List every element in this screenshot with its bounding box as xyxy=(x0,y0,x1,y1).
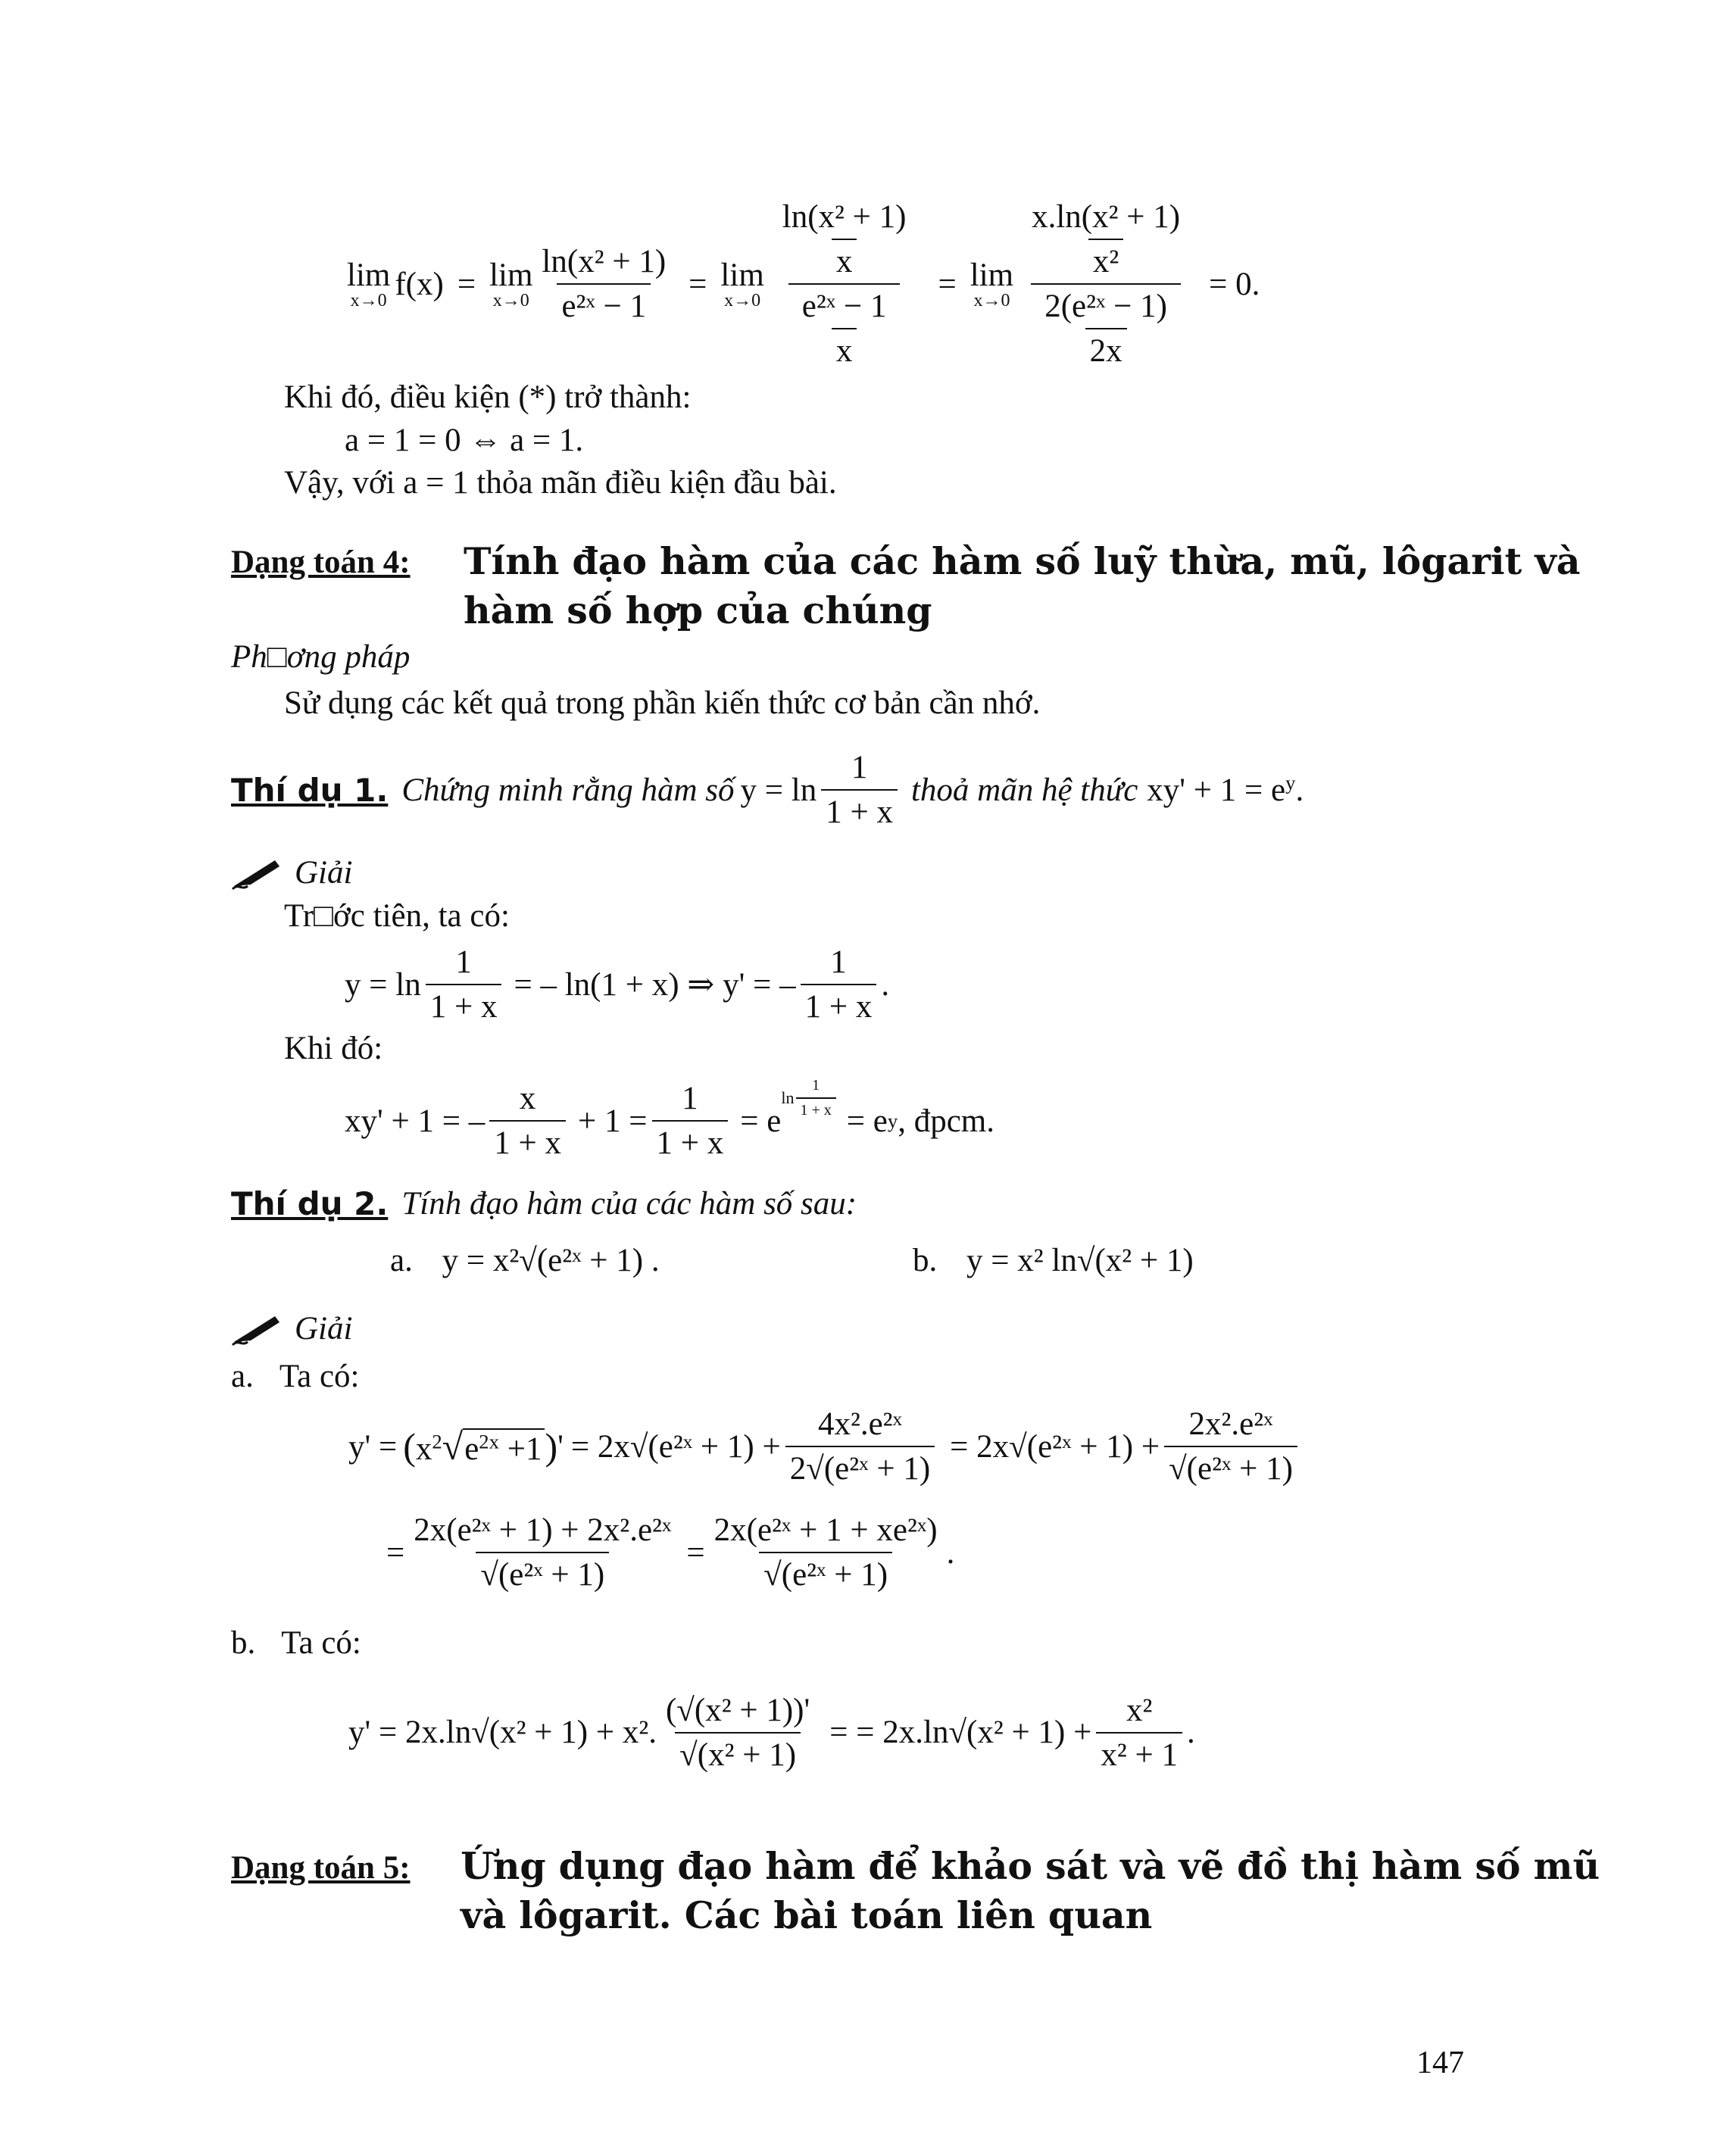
lim-operator: lim x→0 xyxy=(969,257,1014,311)
method-text: Sử dụng các kết quả trong phần kiến thức cơ bản cần nhớ. xyxy=(284,685,1041,721)
part-a-line-2: = $\frac{\text{2x(e²ˣ + 1) + 2x².e²ˣ}}{\text{√(e²ˣ + 1)}}$ = $\frac{\text{2x(e²ˣ + 1 + xe²ˣ)}}{\text{√(e²ˣ + 1)}}$ . xyxy=(386,1512,955,1593)
condition-line-2: a = 1 = 0 ⇔ a = 1. xyxy=(345,423,584,458)
part-b-intro: b. Ta có: xyxy=(231,1625,361,1661)
conclusion-line: Vậy, với a = 1 thỏa mãn điều kiện đầu bài. xyxy=(284,465,837,501)
section-4-title-line-2: hàm số hợp của chúng xyxy=(464,588,932,632)
section-4-title-line-1: Tính đạo hàm của các hàm số luỹ thừa, mũ, lôgarit và xyxy=(464,539,1581,583)
compound-fraction-3: $\frac{\frac{\text{x.ln(x² + 1)}}{\text{x²}}}{\frac{\text{2(e²ˣ − 1)}}{2x}}$ xyxy=(1032,199,1181,369)
section-4-label: Dạng toán 4: xyxy=(231,545,411,580)
example-2-part-b: b. y = x² ln√(x² + 1) xyxy=(913,1243,1194,1278)
example-2-statement: Thí dụ 2. Tính đạo hàm của các hàm số sau: xyxy=(231,1185,857,1222)
section-5-label: Dạng toán 5: xyxy=(231,1850,411,1886)
lim-operator: lim x→0 xyxy=(720,257,764,311)
compound-fraction-2: $\frac{\frac{\text{ln(x² + 1)}}{x}}{\frac{\text{e²ˣ − 1}}{x}}$ xyxy=(782,199,907,369)
fx-label: f(x) xyxy=(395,266,444,302)
part-a-line-1: y' = ( $x^2√e^{2x} +1$ ) ' = 2x√(e²ˣ + 1) + $\frac{\text{4x².e²ˣ}}{\text{2√(e²ˣ + 1)}}$ = 2x√(e²ˣ + 1) + $\frac{\text{2x².e²ˣ}}{\text{√(e²ˣ + 1)}}$ xyxy=(348,1401,1302,1492)
part-a-intro: a. Ta có: xyxy=(231,1359,360,1394)
section-5-title-line-2: và lôgarit. Các bài toán liên quan xyxy=(461,1893,1153,1937)
pencil-writing-icon xyxy=(231,1312,284,1347)
example-1-label: Thí dụ 1. xyxy=(231,771,389,809)
solution-heading-1: Giải xyxy=(231,854,352,891)
part-b-line-1: y' = 2x.ln√(x² + 1) + x². $\frac{\text{(√(x² + 1))'}}{\text{√(x² + 1)}}$ = = 2x.ln√(x² + 1) + $\frac{\text{x²}}{\text{x² + 1}}$ . xyxy=(348,1692,1195,1773)
limit-formula: lim x→0 f(x) = lim x→0 $\frac{\text{ln(x² + 1)}}{\text{e²ˣ − 1}}$ = lim x→0 $\frac{\frac{\text{ln(x² + 1)}}{x}}{\frac{\text{e²ˣ − 1}}{x}}$ = lim x→0 $\frac{\frac{\text{x.ln(x² + 1)}}{\text{x²}}}{\frac{\text{2(e²ˣ − 1)}}{2x}}$ = 0. xyxy=(347,199,1260,369)
section-5-title-line-1: Ứng dụng đạo hàm để khảo sát và vẽ đồ thị hàm số mũ xyxy=(461,1844,1600,1888)
example-2-label: Thí dụ 2. xyxy=(231,1185,389,1222)
pencil-writing-icon xyxy=(231,856,284,891)
solution-heading-2: Giải xyxy=(231,1310,352,1347)
example-1-eq-1: y = ln $\frac{1}{1 + x}$ = – ln(1 + x) ⇒ y' = – $\frac{1}{1 + x}$ . xyxy=(345,944,890,1025)
limit-result: = 0. xyxy=(1209,266,1260,302)
first-step-text: Tr□ớc tiên, ta có: xyxy=(284,898,510,934)
example-1-eq-2: xy' + 1 = – $\frac{x}{1 + x}$ + 1 = $\frac{1}{1 + x}$ = e ln $\frac{1}{1 + x}$ = e y , đpcm. xyxy=(345,1077,995,1161)
lim-operator: lim x→0 xyxy=(347,257,391,311)
lim-operator: lim x→0 xyxy=(489,257,533,311)
fraction-1: $\frac{\text{ln(x² + 1)}}{\text{e²ˣ − 1}}$ xyxy=(542,244,667,324)
page-number: 147 xyxy=(1416,2046,1464,2080)
condition-line-1: Khi đó, điều kiện (*) trở thành: xyxy=(284,379,692,415)
example-2-part-a: a. y = x²√(e²ˣ + 1) . xyxy=(390,1243,660,1278)
example-1-statement: Thí dụ 1. Chứng minh rằng hàm số y = ln $\frac{1}{1 + x}$ thoả mãn hệ thức $xy' + 1 = e^y$. xyxy=(231,750,1304,830)
then-text: Khi đó: xyxy=(284,1031,383,1066)
method-label: Ph□ơng pháp xyxy=(231,639,411,675)
fraction: $\frac{1}{1 + x}$ xyxy=(821,749,898,831)
